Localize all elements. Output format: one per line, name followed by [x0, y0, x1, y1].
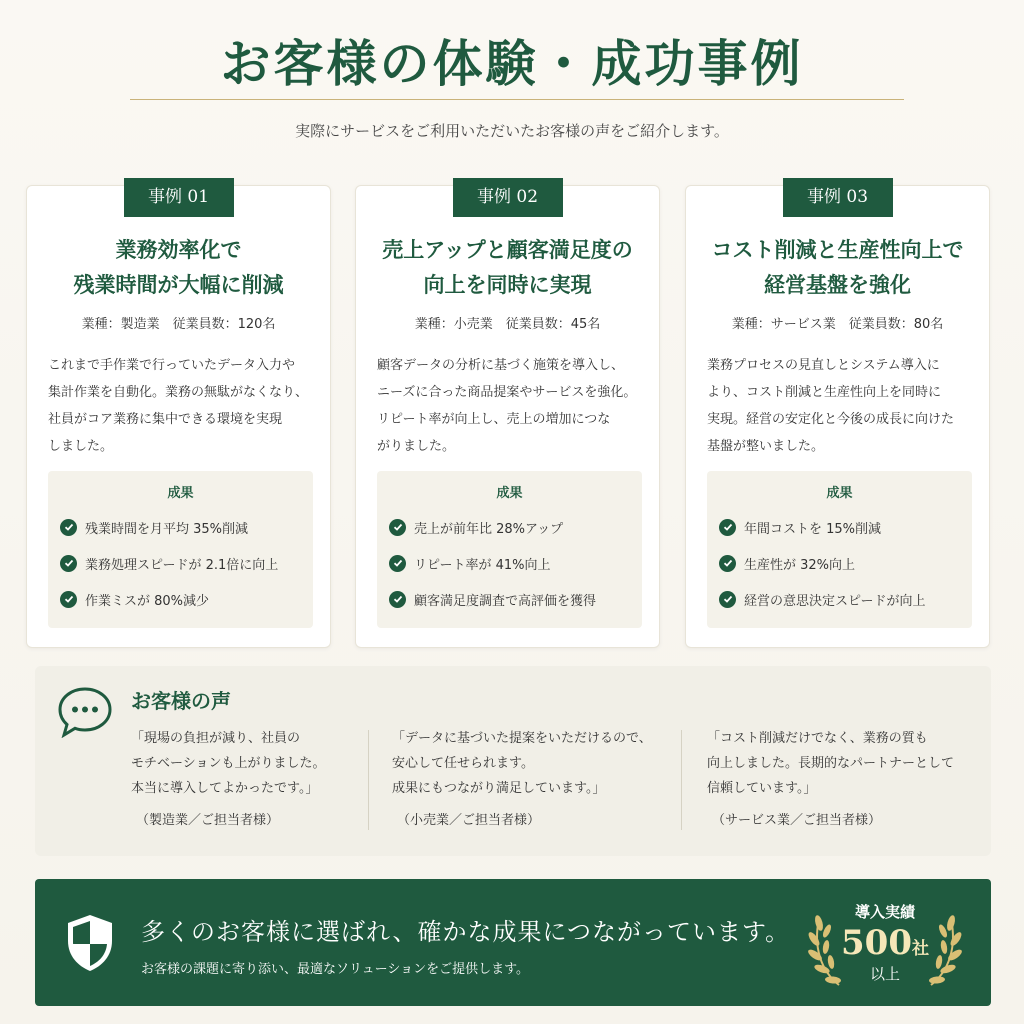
voice-divider [368, 730, 369, 830]
result-item [719, 553, 855, 573]
results-box [707, 471, 972, 628]
voice-source: （サービス業／ご担当者様） [712, 813, 882, 828]
results-title: 成果 [167, 486, 194, 501]
case-meta: 業種：製造業 従業員数：120名 [81, 317, 276, 332]
case-card-2 [355, 185, 660, 648]
result-item [389, 553, 551, 573]
result-text: 業務処理スピードが 2.1倍に向上 [85, 557, 279, 573]
case-card-3 [685, 185, 990, 648]
achievement-banner [35, 879, 991, 1006]
case-heading: コスト削減と生産性向上で 経営基盤を強化 [711, 237, 964, 297]
result-item [60, 553, 278, 573]
case-description: 業務プロセスの見直しとシステム導入に より、コスト削減と生産性向上を同時に 実現。経営の安定化と今後の成長に向けた 基盤が整いました。 [707, 358, 955, 454]
case-card-1 [26, 185, 331, 648]
case-heading: 売上アップと顧客満足度の 向上を同時に実現 [382, 237, 633, 297]
result-item [719, 589, 925, 609]
shield-icon [65, 913, 115, 973]
case-description: これまで手作業で行っていたデータ入力や 集計作業を自動化。業務の無駄がなくなり、 社員がコア業務に集中できる環境を実現 しました。 [48, 358, 309, 454]
voices-title: お客様の声 [131, 689, 231, 713]
page-title: お客様の体験・成功事例 [220, 34, 804, 93]
check-icon [719, 555, 736, 572]
record-number: 500 [841, 923, 912, 963]
result-item [60, 517, 248, 537]
record-suffix: 以上 [869, 965, 900, 983]
result-text: 経営の意思決定スピードが向上 [744, 593, 926, 609]
result-text: 作業ミスが 80%減少 [85, 593, 210, 609]
result-text: 顧客満足度調査で高評価を獲得 [414, 593, 597, 609]
voice-quote: 「現場の負担が減り、社員の モチベーションも上がりました。 本当に導入してよかったです。」 [131, 731, 326, 796]
voice-quote: 「コスト削減だけでなく、業務の質も 向上しました。長期的なパートナーとして 信頼しています。」 [707, 731, 955, 796]
check-icon [60, 555, 77, 572]
case-heading: 業務効率化で 残業時間が大幅に削減 [73, 237, 284, 297]
banner-subtitle: お客様の課題に寄り添い、最適なソリューションをご提供します。 [141, 962, 530, 977]
check-icon [389, 591, 406, 608]
record-value [805, 923, 965, 963]
case-tag: 事例 02 [453, 178, 563, 217]
result-item [60, 589, 209, 609]
chat-bubble-icon [57, 686, 113, 738]
result-item [389, 517, 563, 537]
results-title: 成果 [826, 486, 853, 501]
banner-title: 多くのお客様に選ばれ、確かな成果につながっています。 [141, 918, 791, 946]
page-subtitle: 実際にサービスをご利用いただいたお客様の声をご紹介します。 [295, 122, 729, 140]
check-icon [719, 591, 736, 608]
case-tag: 事例 01 [124, 178, 234, 217]
voice-source: （小売業／ご担当者様） [397, 813, 541, 828]
result-text: 残業時間を月平均 35%削減 [85, 521, 249, 537]
voice-divider [681, 730, 682, 830]
record-unit: 社 [911, 939, 929, 959]
results-title: 成果 [496, 486, 523, 501]
result-item [389, 589, 596, 609]
check-icon [60, 519, 77, 536]
record-label: 導入実績 [854, 903, 915, 921]
result-text: リピート率が 41%向上 [414, 557, 551, 573]
check-icon [719, 519, 736, 536]
result-text: 生産性が 32%向上 [744, 557, 856, 573]
case-meta: 業種：サービス業 従業員数：80名 [731, 317, 944, 332]
results-box [48, 471, 313, 628]
customer-voices-panel [35, 666, 991, 856]
check-icon [389, 555, 406, 572]
title-divider [130, 99, 904, 100]
result-item [719, 517, 881, 537]
case-description: 顧客データの分析に基づく施策を導入し、 ニーズに合った商品提案やサービスを強化。 リピート率が向上し、売上の増加につな がりました。 [377, 358, 637, 454]
result-text: 売上が前年比 28%アップ [414, 521, 564, 537]
check-icon [389, 519, 406, 536]
results-box [377, 471, 642, 628]
check-icon [60, 591, 77, 608]
result-text: 年間コストを 15%削減 [744, 521, 882, 537]
case-meta: 業種：小売業 従業員数：45名 [414, 317, 601, 332]
voice-quote: 「データに基づいた提案をいただけるので、 安心して任せられます。 成果にもつながり満足しています。」 [392, 731, 652, 796]
voice-source: （製造業／ご担当者様） [136, 813, 280, 828]
case-tag: 事例 03 [783, 178, 893, 217]
